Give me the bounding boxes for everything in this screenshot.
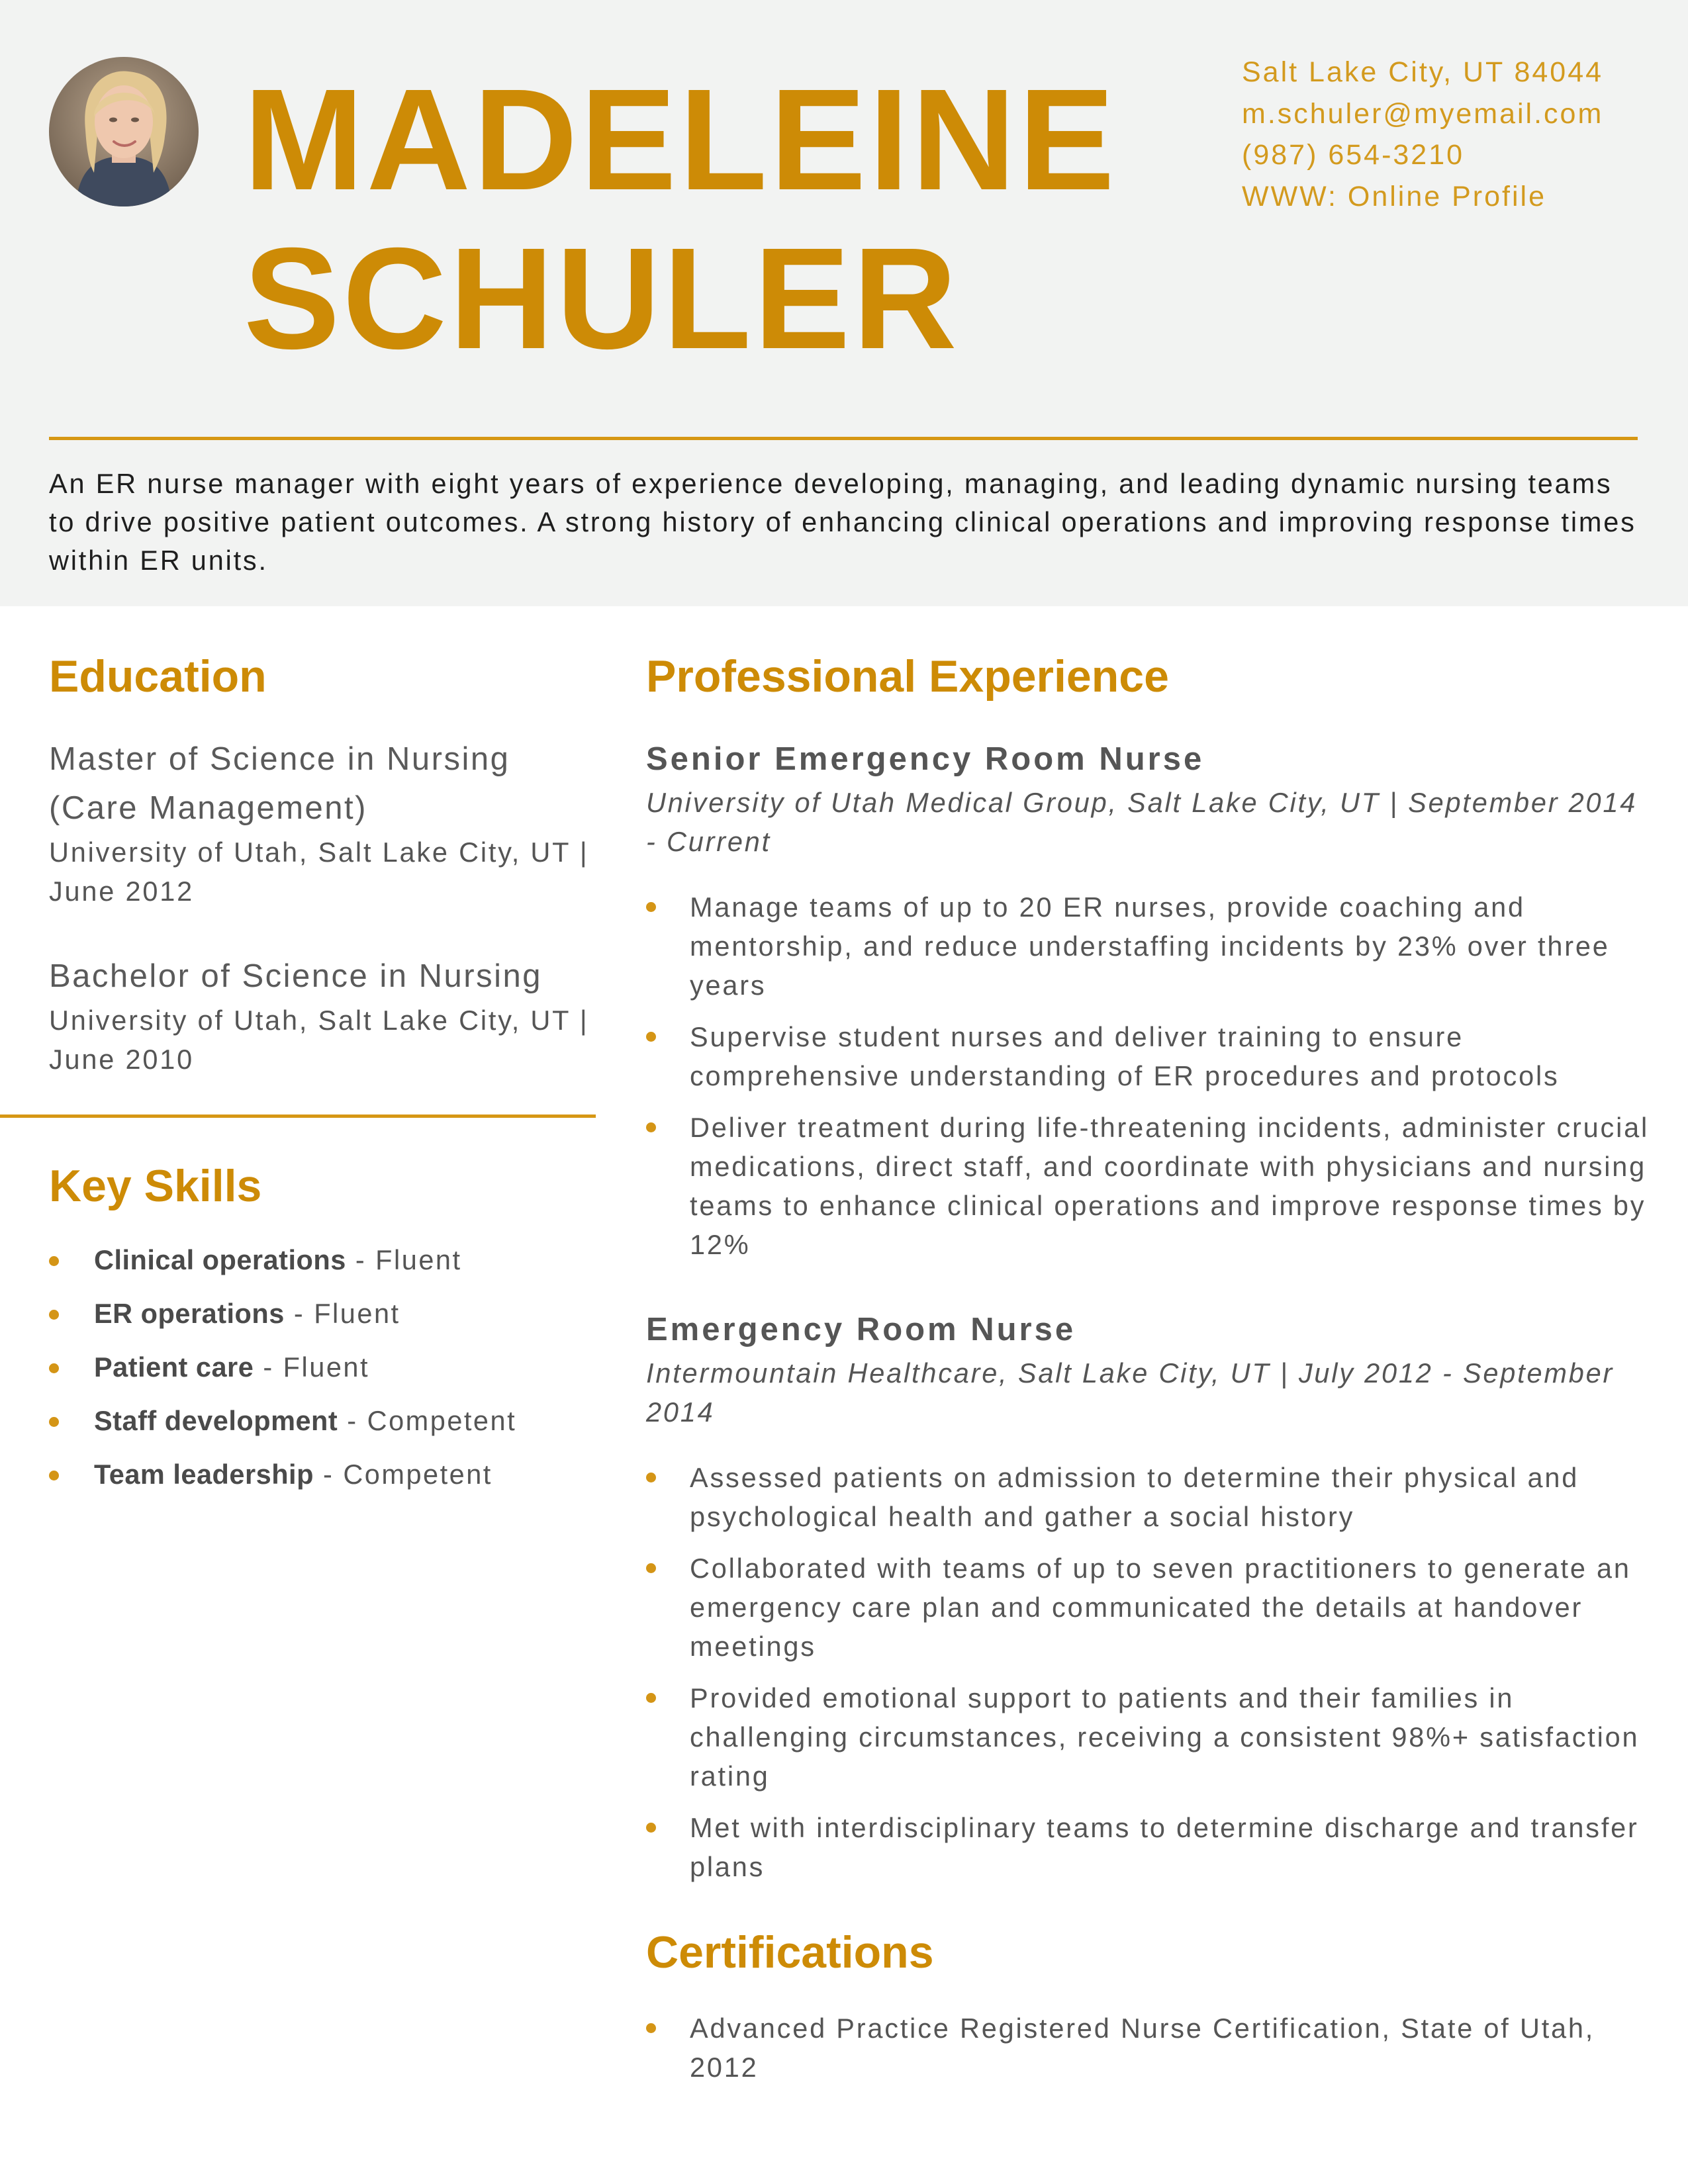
bullet-icon — [646, 1563, 656, 1573]
bullet-icon — [49, 1417, 59, 1427]
experience-title: Professional Experience — [646, 651, 1169, 702]
list-item — [49, 1456, 516, 1510]
bullet-icon — [646, 1693, 656, 1703]
avatar — [49, 57, 199, 206]
job-bullets — [646, 887, 1659, 1277]
last-name: SCHULER — [244, 218, 960, 379]
bullet-text: Manage teams of up to 20 ER nurses, provide coaching and mentorship, and reduce understaffing incidents by 23% over three years — [690, 891, 1610, 1001]
left-section-divider — [0, 1115, 596, 1118]
list-item — [646, 1549, 1659, 1666]
list-item — [646, 887, 1659, 1005]
bullet-text: Supervise student nurses and deliver training to ensure comprehensive understanding of ER procedures and protocols — [690, 1021, 1560, 1091]
list-item — [49, 1295, 516, 1349]
job-meta: Intermountain Healthcare, Salt Lake City, UT | July 2012 - September 2014 — [646, 1357, 1615, 1428]
job-title: Senior Emergency Room Nurse — [646, 741, 1205, 777]
bullet-icon — [646, 902, 656, 912]
bullet-text: Collaborated with teams of up to seven practitioners to generate an emergency care plan and communicated the details at handover meetings — [690, 1553, 1631, 1662]
bullet-icon — [646, 1032, 656, 1042]
job-meta: University of Utah Medical Group, Salt Lake City, UT | September 2014 - Current — [646, 787, 1638, 857]
bullet-text: Deliver treatment during life-threatening incidents, administer crucial medications, direct staff, and coordinate with physicians and nursing teams to enhance clinical operations and improve response times by 12% — [690, 1112, 1649, 1260]
list-item — [49, 1349, 516, 1402]
bullet-text: Provided emotional support to patients and their families in challenging circumstances, receiving a consistent 98%+ satisfaction rating — [690, 1682, 1640, 1792]
job-title: Emergency Room Nurse — [646, 1312, 1076, 1347]
skill-level: - Competent — [347, 1405, 517, 1436]
bullet-icon — [49, 1363, 59, 1373]
summary: An ER nurse manager with eight years of experience developing, managing, and leading dynamic nursing teams to drive positive patient outcomes. A strong history of enhancing clinical operations and improving response times within ER units. — [49, 468, 1636, 576]
bullet-text: Met with interdisciplinary teams to determine discharge and transfer plans — [690, 1812, 1639, 1882]
skills-list — [49, 1242, 516, 1510]
skill-name: Team leadership — [94, 1459, 314, 1490]
job-bullets — [646, 1458, 1659, 1899]
education-degree: Master of Science in Nursing (Care Management) — [49, 741, 510, 826]
candidate-name — [244, 61, 1117, 379]
website-link[interactable]: WWW: Online Profile — [1242, 180, 1546, 212]
email-link[interactable]: m.schuler@myemail.com — [1242, 97, 1604, 130]
list-item — [646, 1017, 1659, 1095]
education-title: Education — [49, 651, 267, 702]
skill-level: - Fluent — [263, 1351, 370, 1383]
bullet-icon — [49, 1310, 59, 1320]
skills-title: Key Skills — [49, 1161, 262, 1211]
list-item — [646, 2009, 1659, 2087]
header-band — [0, 0, 1688, 606]
skill-level: - Competent — [322, 1459, 492, 1490]
education-degree: Bachelor of Science in Nursing — [49, 958, 543, 994]
list-item — [646, 1458, 1659, 1536]
header-divider — [49, 437, 1638, 440]
first-name: MADELEINE — [244, 60, 1117, 220]
list-item — [49, 1242, 516, 1295]
bullet-icon — [49, 1256, 59, 1266]
list-item — [646, 1678, 1659, 1796]
bullet-icon — [49, 1471, 59, 1480]
list-item — [646, 1808, 1659, 1886]
bullet-icon — [646, 1823, 656, 1833]
list-item — [646, 1108, 1659, 1264]
certification-text: Advanced Practice Registered Nurse Certification, State of Utah, 2012 — [690, 2013, 1595, 2083]
bullet-icon — [646, 2023, 656, 2033]
skill-name: Staff development — [94, 1405, 338, 1436]
certifications-list — [646, 2009, 1659, 2099]
certifications-title: Certifications — [646, 1927, 934, 1978]
bullet-text: Assessed patients on admission to determine their physical and psychological health and gather a social history — [690, 1462, 1579, 1532]
skill-name: ER operations — [94, 1298, 285, 1329]
phone: (987) 654-3210 — [1242, 139, 1465, 171]
contact-block — [1242, 52, 1603, 217]
location: Salt Lake City, UT 84044 — [1242, 56, 1604, 88]
bullet-icon — [646, 1473, 656, 1482]
skill-level: - Fluent — [293, 1298, 400, 1329]
education-details: University of Utah, Salt Lake City, UT | June 2012 — [49, 837, 589, 907]
portrait-photo-icon — [49, 57, 199, 206]
skill-level: - Fluent — [355, 1244, 462, 1275]
education-details: University of Utah, Salt Lake City, UT | June 2010 — [49, 1005, 589, 1075]
bullet-icon — [646, 1122, 656, 1132]
skill-name: Clinical operations — [94, 1244, 346, 1275]
list-item — [49, 1402, 516, 1456]
skill-name: Patient care — [94, 1351, 254, 1383]
